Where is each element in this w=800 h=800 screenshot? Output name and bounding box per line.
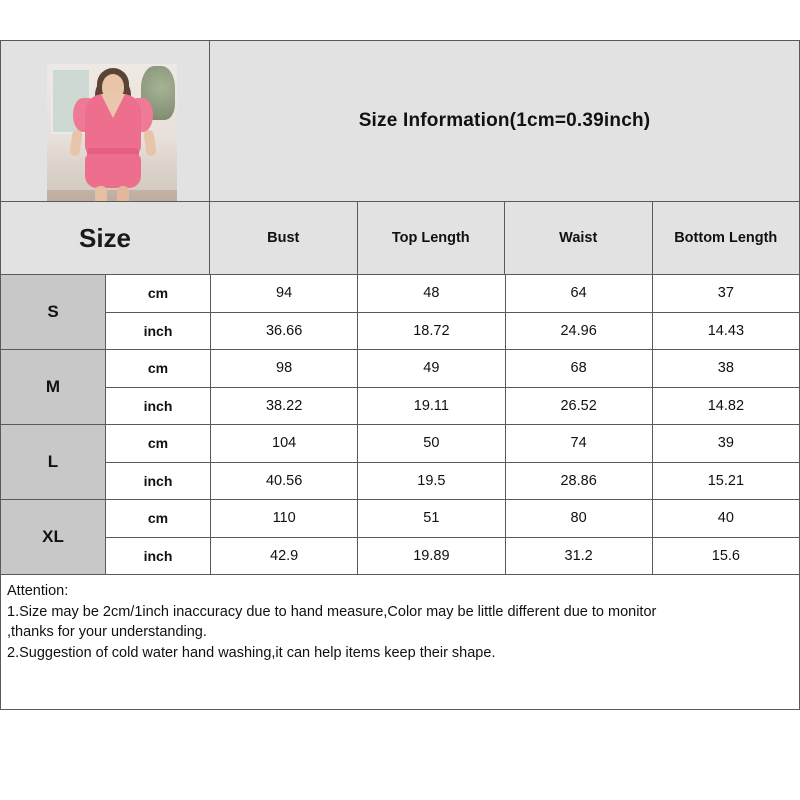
model-shorts <box>85 154 141 188</box>
cell-m-cm-waist: 68 <box>506 350 653 387</box>
cell-m-cm-top-length: 49 <box>358 350 505 387</box>
size-label-m: M <box>1 350 106 424</box>
cell-m-cm-bust: 98 <box>211 350 358 387</box>
unit-row-cm <box>106 350 799 388</box>
cell-s-cm-bust: 94 <box>211 275 358 312</box>
cell-s-cm-bottom-length: 37 <box>653 275 799 312</box>
unit-label-cm: cm <box>106 425 211 462</box>
size-label-xl: XL <box>1 500 106 574</box>
model-leg-left <box>95 186 107 201</box>
chart-header-row <box>1 41 799 202</box>
cell-xl-inch-top-length: 19.89 <box>358 538 505 575</box>
attention-line-1-cont: ,thanks for your understanding. <box>7 624 207 641</box>
cell-l-cm-waist: 74 <box>506 425 653 462</box>
cell-xl-cm-waist: 80 <box>506 500 653 537</box>
attention-block <box>1 575 799 709</box>
attention-line-2: 2.Suggestion of cold water hand washing,it can help items keep their shape. <box>7 644 496 661</box>
unit-label-inch: inch <box>106 538 211 575</box>
column-header-bust: Bust <box>210 202 358 274</box>
unit-row-inch <box>106 463 799 500</box>
chart-title-cell <box>210 41 799 201</box>
photo-floor <box>47 190 177 201</box>
size-chart-sheet <box>0 40 800 710</box>
cell-xl-cm-top-length: 51 <box>358 500 505 537</box>
cell-xl-inch-waist: 31.2 <box>506 538 653 575</box>
column-header-top-length: Top Length <box>358 202 506 274</box>
table-row <box>1 500 799 575</box>
unit-row-cm <box>106 425 799 463</box>
unit-label-inch: inch <box>106 313 211 350</box>
table-row <box>1 425 799 500</box>
unit-label-inch: inch <box>106 463 211 500</box>
unit-label-cm: cm <box>106 275 211 312</box>
product-image-cell <box>1 41 210 201</box>
cell-l-inch-bust: 40.56 <box>211 463 358 500</box>
cell-s-inch-waist: 24.96 <box>506 313 653 350</box>
cell-xl-inch-bottom-length: 15.6 <box>653 538 799 575</box>
attention-line-1: 1.Size may be 2cm/1inch inaccuracy due to hand measure,Color may be little different due to monitor <box>7 603 657 620</box>
cell-xl-inch-bust: 42.9 <box>211 538 358 575</box>
cell-s-inch-top-length: 18.72 <box>358 313 505 350</box>
cell-s-cm-top-length: 48 <box>358 275 505 312</box>
size-label-l: L <box>1 425 106 499</box>
attention-heading: Attention: <box>7 583 69 599</box>
table-row <box>1 275 799 350</box>
product-photo <box>47 64 177 201</box>
cell-xl-cm-bottom-length: 40 <box>653 500 799 537</box>
cell-l-inch-top-length: 19.5 <box>358 463 505 500</box>
cell-m-inch-waist: 26.52 <box>506 388 653 425</box>
cell-xl-cm-bust: 110 <box>211 500 358 537</box>
unit-label-cm: cm <box>106 500 211 537</box>
column-header-row <box>1 202 799 275</box>
unit-label-cm: cm <box>106 350 211 387</box>
column-header-bottom-length: Bottom Length <box>674 230 778 246</box>
cell-l-inch-bottom-length: 15.21 <box>653 463 799 500</box>
cell-l-cm-bust: 104 <box>211 425 358 462</box>
unit-label-inch: inch <box>106 388 211 425</box>
cell-l-cm-bottom-length: 39 <box>653 425 799 462</box>
cell-m-inch-bottom-length: 14.82 <box>653 388 799 425</box>
column-header-waist: Waist <box>505 202 653 274</box>
cell-s-inch-bottom-length: 14.43 <box>653 313 799 350</box>
chart-title: Size Information(1cm=0.39inch) <box>358 110 651 131</box>
unit-row-inch <box>106 538 799 575</box>
cell-s-cm-waist: 64 <box>506 275 653 312</box>
column-header-size: Size <box>1 202 210 274</box>
cell-s-inch-bust: 36.66 <box>211 313 358 350</box>
model-leg-right <box>117 186 129 201</box>
unit-row-inch <box>106 313 799 350</box>
size-label-s: S <box>1 275 106 349</box>
table-row <box>1 350 799 425</box>
cell-l-inch-waist: 28.86 <box>506 463 653 500</box>
unit-row-cm <box>106 275 799 313</box>
cell-m-inch-top-length: 19.11 <box>358 388 505 425</box>
cell-m-cm-bottom-length: 38 <box>653 350 799 387</box>
cell-l-cm-top-length: 50 <box>358 425 505 462</box>
unit-row-cm <box>106 500 799 538</box>
cell-m-inch-bust: 38.22 <box>211 388 358 425</box>
unit-row-inch <box>106 388 799 425</box>
